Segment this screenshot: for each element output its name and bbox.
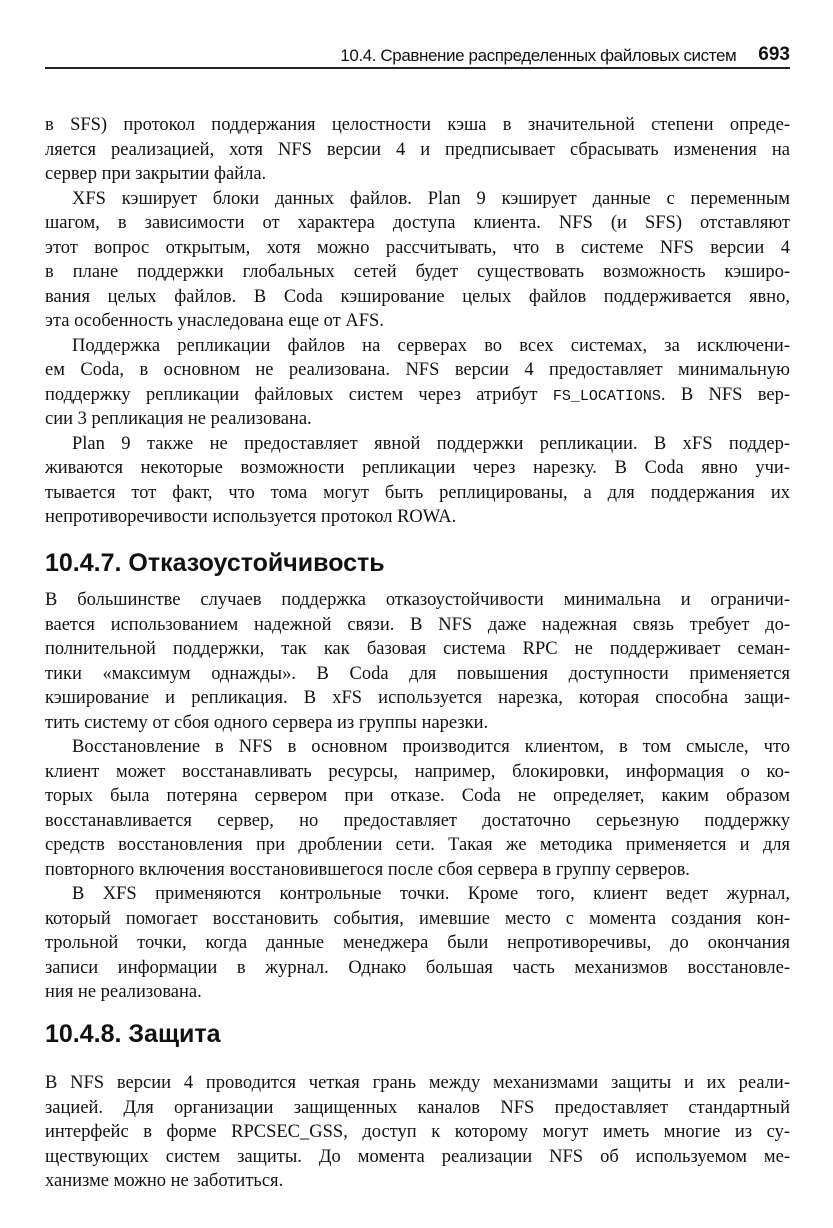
text-line: ния не реализована. (45, 982, 202, 1002)
text-line: тить систему от сбоя одного сервера из группы нарезки. (45, 712, 489, 733)
text-line: Восстановление в NFS в основном производится клиентом, в том смысле, что (72, 737, 790, 757)
paragraph (45, 432, 790, 530)
text-line: живаются некоторые возможности репликации через нарезку. В Coda явно учи- (45, 458, 790, 478)
text-line: восстанавливается сервер, но предоставляет достаточно серьезную поддержку (45, 810, 790, 831)
text-segment: . В NFS вер- (660, 384, 790, 405)
text-line: Поддержка репликации файлов на серверах во всех системах, за исключени- (72, 335, 790, 356)
code-identifier: FS_LOCATIONS (552, 387, 661, 405)
text-line: записи информации в журнал. Однако большая часть механизмов восстановле- (45, 957, 790, 978)
text-line: непротиворечивости используется протокол ROWA. (45, 507, 457, 527)
text-line: XFS кэширует блоки данных файлов. Plan 9 кэширует данные с переменным (72, 188, 790, 209)
text-line: шагом, в зависимости от характера доступа клиента. NFS (и SFS) отставляют (45, 213, 790, 233)
text-line: который помогает восстановить события, имевшие место с момента создания кон- (45, 908, 790, 929)
text-line: ществующих систем защиты. До момента реализации NFS об используемом ме- (45, 1146, 790, 1167)
text-line: повторного включения восстановившегося после сбоя сервера в группу серверов. (45, 859, 690, 880)
running-header (45, 36, 790, 66)
text-line: вания целых файлов. В Coda кэширование целых файлов поддерживается явно, (45, 286, 790, 307)
paragraph (45, 187, 790, 334)
page-number: 693 (758, 44, 790, 65)
text-line: сервер при закрытии файла. (45, 164, 267, 184)
section-security (45, 1071, 790, 1194)
section-intro (45, 113, 790, 530)
text-line: кэширование и репликация. В xFS используется нарезка, которая способна защи- (45, 688, 790, 708)
text-line: В NFS версии 4 проводится четкая грань между механизмами защиты и их реали- (45, 1073, 790, 1093)
paragraph (45, 334, 790, 432)
text-line: в SFS) протокол поддержания целостности кэша в значительной степени опреде- (45, 115, 790, 135)
text-line: эта особенность унаследована еще от AFS. (45, 311, 384, 331)
text-line: вается использованием надежной связи. В NFS даже надежная связь требует до- (45, 614, 790, 635)
paragraph (45, 588, 790, 735)
text-line: В большинстве случаев поддержка отказоустойчивости минимальна и ограничи- (45, 590, 790, 610)
text-line: зацией. Для организации защищенных каналов NFS предоставляет стандартный (45, 1097, 790, 1118)
text-line (45, 383, 790, 408)
text-line: этот вопрос открытым, хотя можно рассчитывать, что в системе NFS версии 4 (45, 237, 790, 258)
text-line: средств восстановления при дроблении сети. Такая же методика применяется и для (45, 835, 790, 855)
text-line: В XFS применяются контрольные точки. Кроме того, клиент ведет журнал, (72, 884, 790, 904)
text-line: полнительной поддержки, так как базовая система RPC не поддерживает семан- (45, 639, 790, 659)
paragraph (45, 113, 790, 187)
text-segment: поддержку репликации файловых систем через атрибут (45, 384, 553, 405)
paragraph (45, 882, 790, 1005)
text-line: ем Coda, в основном не реализована. NFS версии 4 предоставляет минимальную (45, 360, 790, 380)
text-line: тики «максимум однажды». В Coda для повышения доступности применяется (45, 663, 790, 684)
paragraph (45, 735, 790, 882)
section-fault-tolerance (45, 588, 790, 1005)
text-line: трольной точки, когда данные менеджера были непротиворечивы, до окончания (45, 933, 790, 953)
text-line: ляется реализацией, хотя NFS версии 4 и предписывает сбрасывать изменения на (45, 139, 790, 160)
text-line: ханизме можно не заботиться. (45, 1171, 284, 1191)
text-line: в плане поддержки глобальных сетей будет существовать возможность кэширо- (45, 262, 790, 282)
text-line: сии 3 репликация не реализована. (45, 409, 312, 429)
text-line: Plan 9 также не предоставляет явной поддержки репликации. В xFS поддер- (72, 433, 790, 454)
header-rule (45, 67, 790, 69)
text-line: интерфейс в форме RPCSEC_GSS, доступ к которому могут иметь многие из су- (45, 1122, 790, 1142)
running-header-title: 10.4. Сравнение распределенных файловых систем (340, 46, 737, 65)
paragraph (45, 1071, 790, 1194)
text-line: тывается тот факт, что тома могут быть реплицированы, а для поддержания их (45, 482, 790, 503)
section-heading-fault-tolerance: 10.4.7. Отказоустойчивость (45, 549, 385, 577)
section-heading-security: 10.4.8. Защита (45, 1020, 221, 1048)
text-line: клиент может восстанавливать ресурсы, например, блокировки, информация о ко- (45, 761, 790, 782)
text-line: торых была потеряна сервером при отказе. Coda не определяет, каким образом (45, 786, 790, 806)
